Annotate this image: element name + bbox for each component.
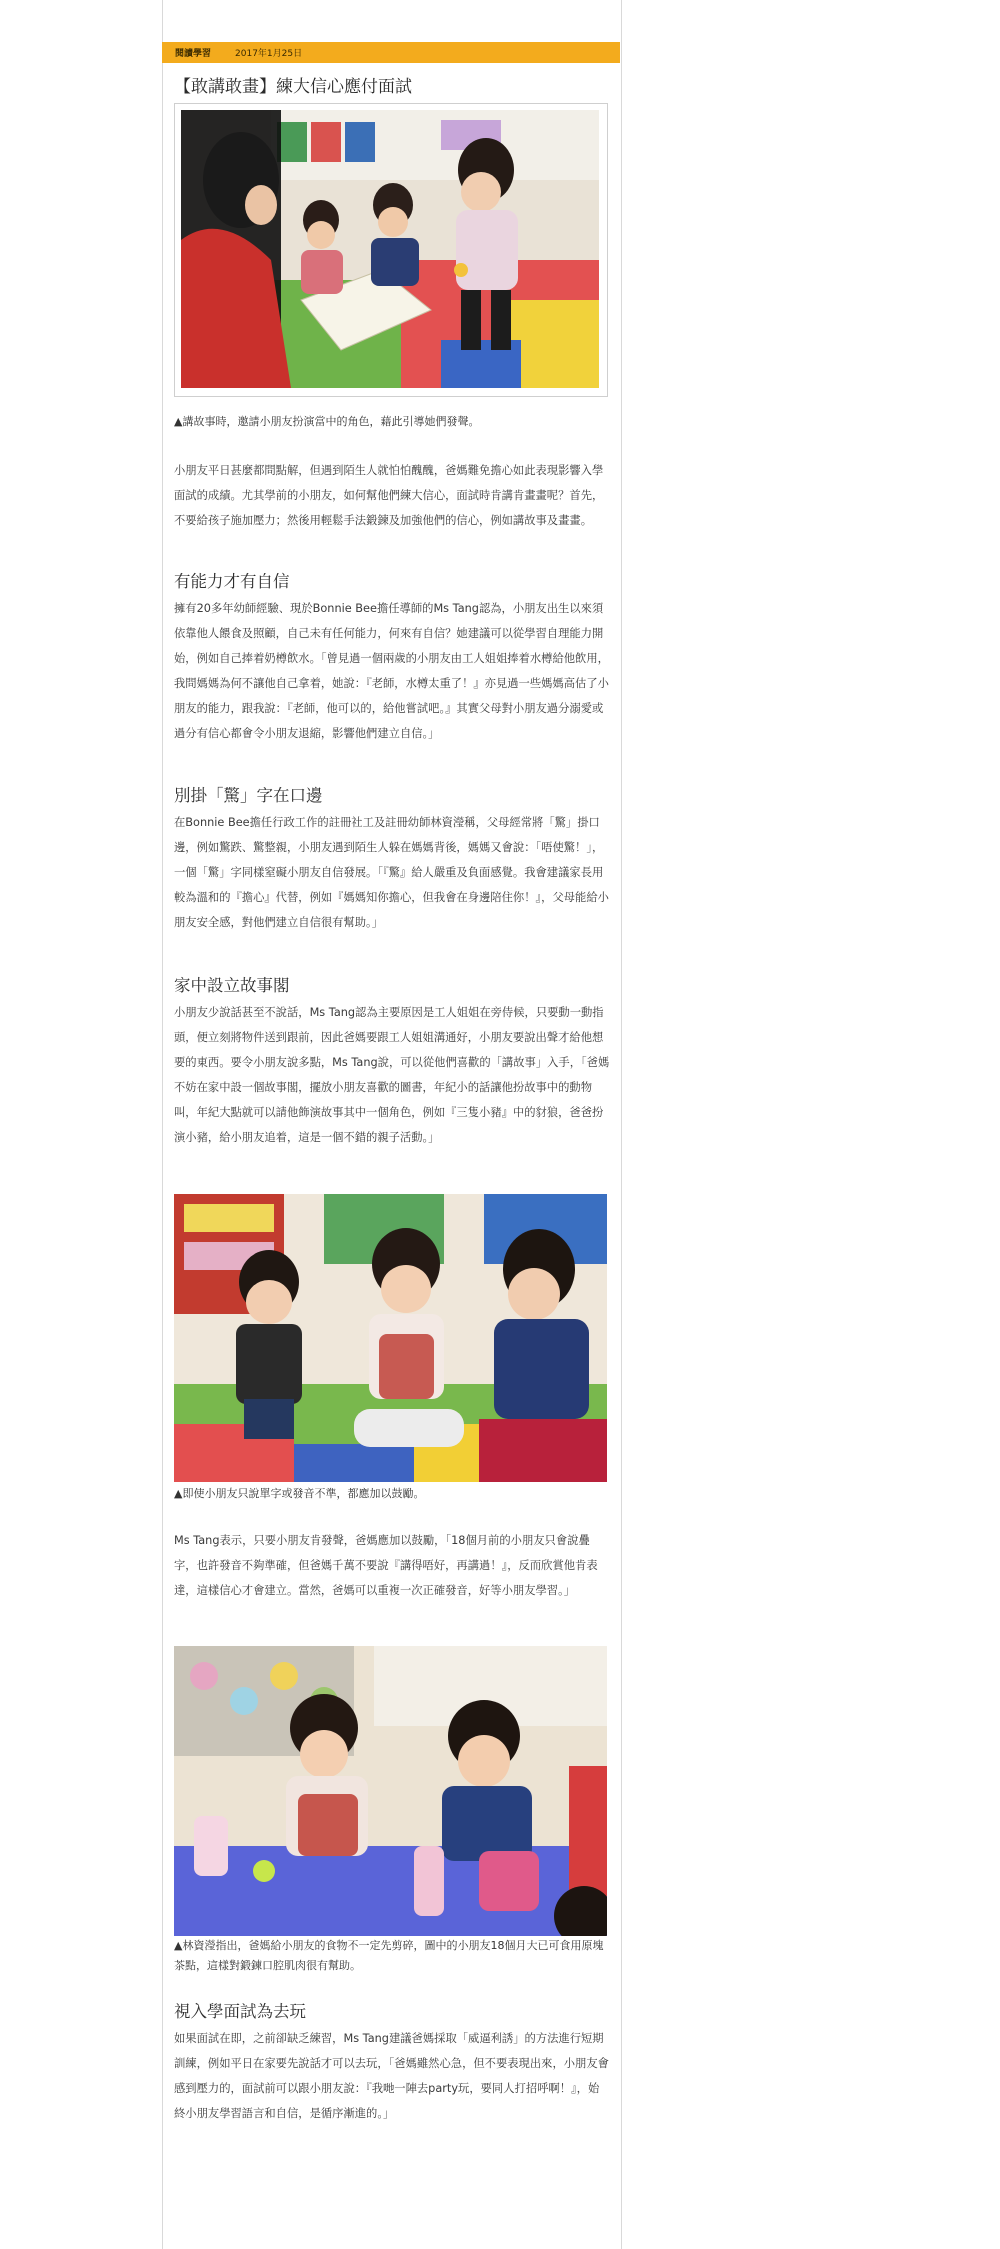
heading-confidence: 有能力才有自信 [174, 572, 290, 591]
paragraph-intro: 小朋友平日甚麼都問點解，但遇到陌生人就怕怕醜醜，爸媽難免擔心如此表現影響入學面試的成績。尤其學前的小朋友，如何幫他們練大信心，面試時肯講肯畫畫呢？首先，不要給孩子施加壓力；然後用輕鬆手法鍛鍊及加強他們的信心，例如講故事及畫畫。 [174, 464, 604, 527]
heading-story-corner: 家中設立故事閣 [174, 976, 290, 995]
heading-fear-word: 別掛「驚」字在口邊 [174, 786, 323, 805]
paragraph-section-2: 在Bonnie Bee擔任行政工作的註冊社工及註冊幼師林資瀅稱，父母經常將「驚」掛口邊，例如驚跌、驚整親，小朋友遇到陌生人躲在媽媽背後，媽媽又會說：「唔使驚！」，一個「驚」字同樣窒礙小朋友自信發展。「『驚』給人嚴重及負面感覺。我會建議家長用較為溫和的『擔心』代替，例如『媽媽知你擔心，但我會在身邊陪住你！』，父母能給小朋友安全感，對他們建立自信很有幫助。」 [174, 816, 609, 929]
paragraph-section-4: 如果面試在即，之前卻缺乏練習，Ms Tang建議爸媽採取「威逼利誘」的方法進行短期訓練，例如平日在家要先說話才可以去玩，「爸媽雖然心急，但不要表現出來，小朋友會感到壓力的，面試前可以跟小朋友說：『我哋一陣去party玩，要同人打招呼啊！』，始終小朋友學習語言和自信，是循序漸進的。」 [174, 2032, 609, 2120]
figure-2-caption: ▲即使小朋友只說單字或發音不準，都應加以鼓勵。 [174, 1487, 425, 1500]
paragraph-section-1: 擁有20多年幼師經驗、現於Bonnie Bee擔任導師的Ms Tang認為，小朋友出生以來須依靠他人餵食及照顧，自己未有任何能力，何來有自信？她建議可以從學習自理能力開始，例如自己捧着奶樽飲水。「曾見過一個兩歲的小朋友由工人姐姐捧着水樽給他飲用，我問媽媽為何不讓他自己拿着，她說：『老師，水樽太重了！』亦見過一些媽媽高估了小朋友的能力，跟我說：『老師，他可以的，給他嘗試吧。』其實父母對小朋友過分溺愛或過分有信心都會令小朋友退縮，影響他們建立自信。」 [174, 602, 609, 740]
category-label[interactable]: 閱讀學習 [175, 49, 212, 59]
figure-1-caption: ▲講故事時，邀請小朋友扮演當中的角色，藉此引導她們發聲。 [174, 415, 480, 428]
photo-teacher-reading-to-toddlers [181, 110, 599, 388]
paragraph-section-3: 小朋友少說話甚至不說話，Ms Tang認為主要原因是工人姐姐在旁侍候，只要動一動指頭，便立刻將物件送到跟前，因此爸媽要跟工人姐姐溝通好，小朋友要說出聲才給他想要的東西。要令小朋友說多點，Ms Tang說，可以從他們喜歡的「講故事」入手，「爸媽不妨在家中設一個故事閣，擺放小朋友喜歡的圖書，年紀小的話讓他扮故事中的動物叫，年紀大點就可以請他飾演故事其中一個角色，例如『三隻小豬』中的豺狼，爸爸扮演小豬，給小朋友追着，這是一個不錯的親子活動。」 [174, 1006, 610, 1144]
photo-toddlers-eating [174, 1646, 607, 1936]
figure-3-caption: ▲林資瀅指出，爸媽給小朋友的食物不一定先剪碎，圖中的小朋友18個月大已可食用原塊茶點，這樣對鍛鍊口腔肌肉很有幫助。 [174, 1939, 604, 1972]
article-title: 【敢講敢畫】練大信心應付面試 [174, 77, 412, 97]
paragraph-section-3b: Ms Tang表示，只要小朋友肯發聲，爸媽應加以鼓勵，「18個月前的小朋友只會說疊字，也許發音不夠準確，但爸媽千萬不要說『講得唔好，再講過！』，反而欣賞他肯表達，這樣信心才會建立。當然，爸媽可以重複一次正確發音，好等小朋友學習。」 [174, 1534, 598, 1597]
heading-interview-as-play: 視入學面試為去玩 [174, 2002, 306, 2021]
category-bar [162, 42, 620, 63]
photo-toddlers-clapping [174, 1194, 607, 1482]
publish-date: 2017年1月25日 [235, 49, 303, 59]
